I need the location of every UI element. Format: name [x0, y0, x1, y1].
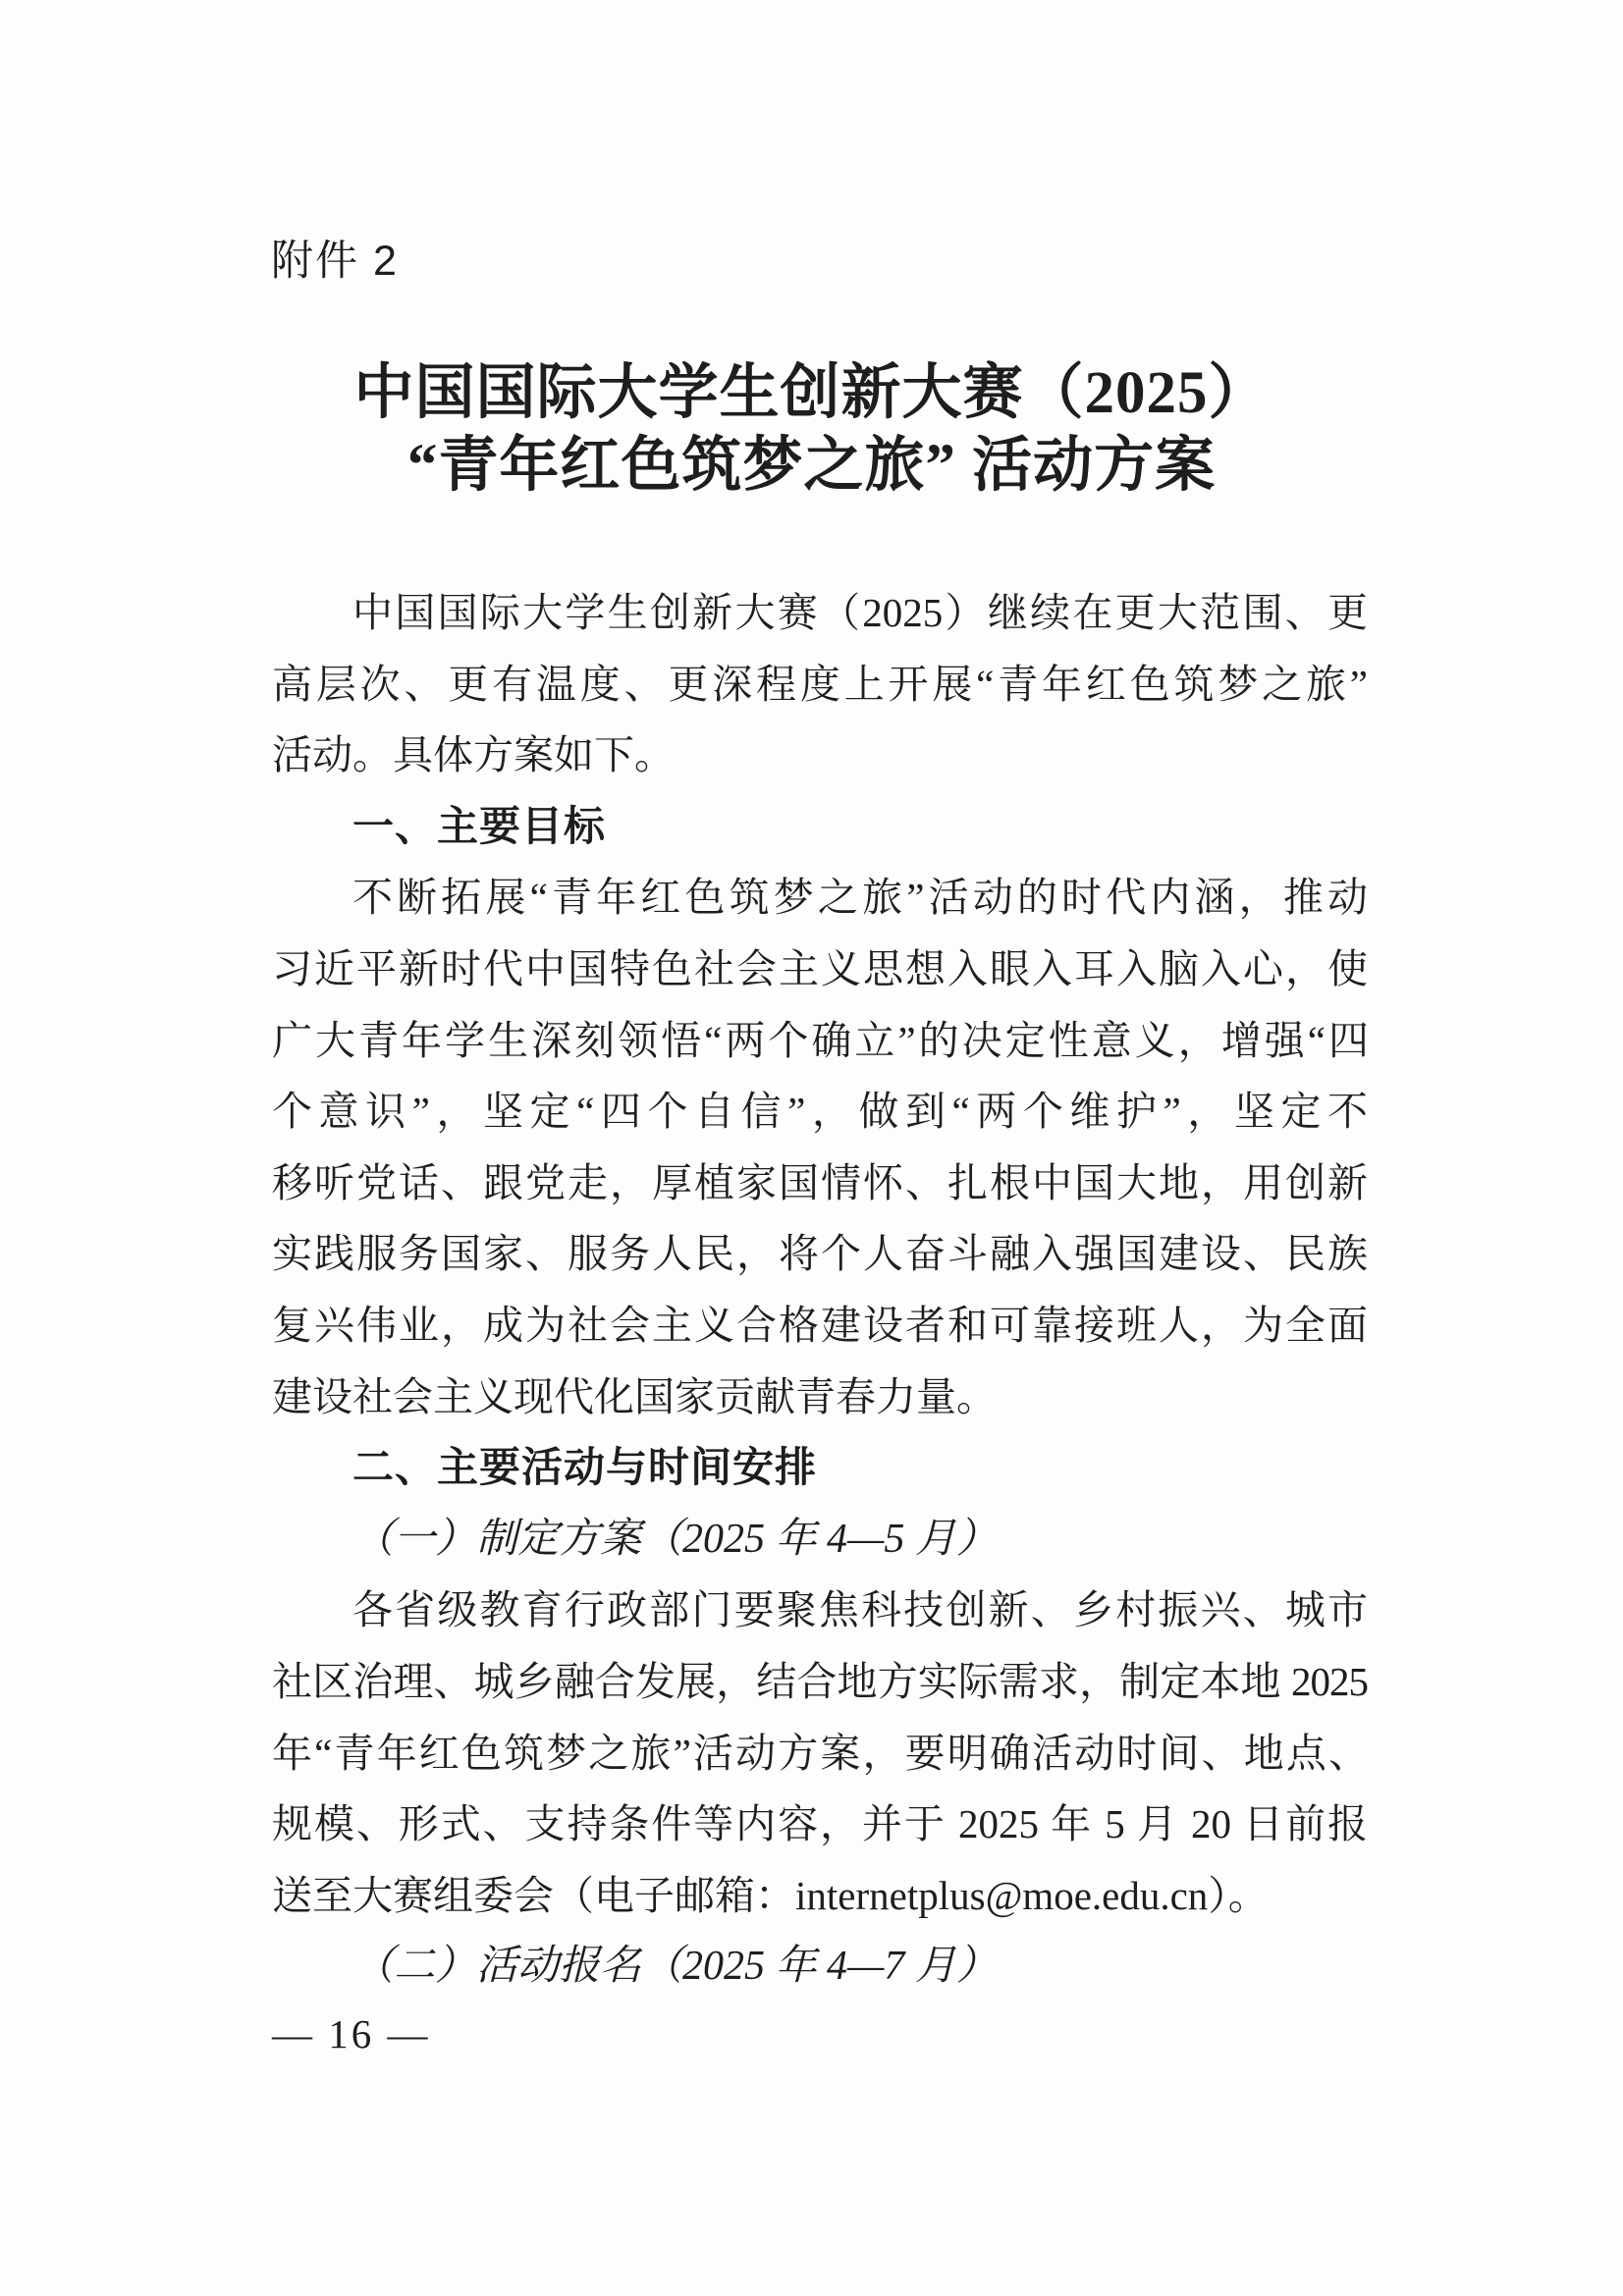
body-line: 移听党话、跟党走，厚植家国情怀、扎根中国大地，用创新: [272, 1159, 1368, 1205]
body-line: 各省级教育行政部门要聚焦科技创新、乡村振兴、城市: [352, 1587, 1368, 1633]
body-line: 活动。具体方案如下。: [272, 732, 675, 778]
body-line: 广大青年学生深刻领悟“两个确立”的决定性意义，增强“四: [272, 1017, 1368, 1063]
body-line: 复兴伟业，成为社会主义合格建设者和可靠接班人，为全面: [272, 1302, 1368, 1348]
body-line: 实践服务国家、服务人民，将个人奋斗融入强国建设、民族: [272, 1231, 1368, 1277]
body-line: 社区治理、城乡融合发展，结合地方实际需求，制定本地 2025: [272, 1658, 1368, 1704]
subsection-heading-2: （二）活动报名（2025 年 4—7 月）: [352, 1944, 998, 1990]
document-title: [0, 357, 1623, 503]
body-line: 规模、形式、支持条件等内容，并于 2025 年 5 月 20 日前报: [272, 1801, 1368, 1847]
body-line: 送至大赛组委会（电子邮箱：internetplus@moe.edu.cn）。: [272, 1872, 1269, 1918]
title-line-1: 中国国际大学生创新大赛（2025）: [353, 360, 1270, 426]
document-body: [272, 577, 1368, 2002]
body-line: 习近平新时代中国特色社会主义思想入眼入耳入脑入心，使: [272, 945, 1368, 991]
body-line: 不断拓展“青年红色筑梦之旅”活动的时代内涵，推动: [352, 875, 1368, 921]
body-line: 高层次、更有温度、更深程度上开展“青年红色筑梦之旅”: [272, 661, 1368, 707]
section-heading-1: 一、主要目标: [352, 802, 607, 849]
body-line: 建设社会主义现代化国家贡献青春力量。: [272, 1373, 997, 1419]
section-heading-2: 二、主要活动与时间安排: [352, 1444, 818, 1491]
attachment-label: 附件 2: [271, 238, 399, 285]
body-line: 个意识”，坚定“四个自信”，做到“两个维护”，坚定不: [272, 1089, 1368, 1135]
body-line: 中国国际大学生创新大赛（2025）继续在更大范围、更: [352, 590, 1368, 635]
body-line: 年“青年红色筑梦之旅”活动方案，要明确活动时间、地点、: [272, 1730, 1368, 1776]
page-number: — 16 —: [272, 2011, 431, 2056]
title-line-2: “青年红色筑梦之旅” 活动方案: [406, 433, 1217, 499]
subsection-heading-1: （一）制定方案（2025 年 4—5 月）: [352, 1516, 998, 1562]
